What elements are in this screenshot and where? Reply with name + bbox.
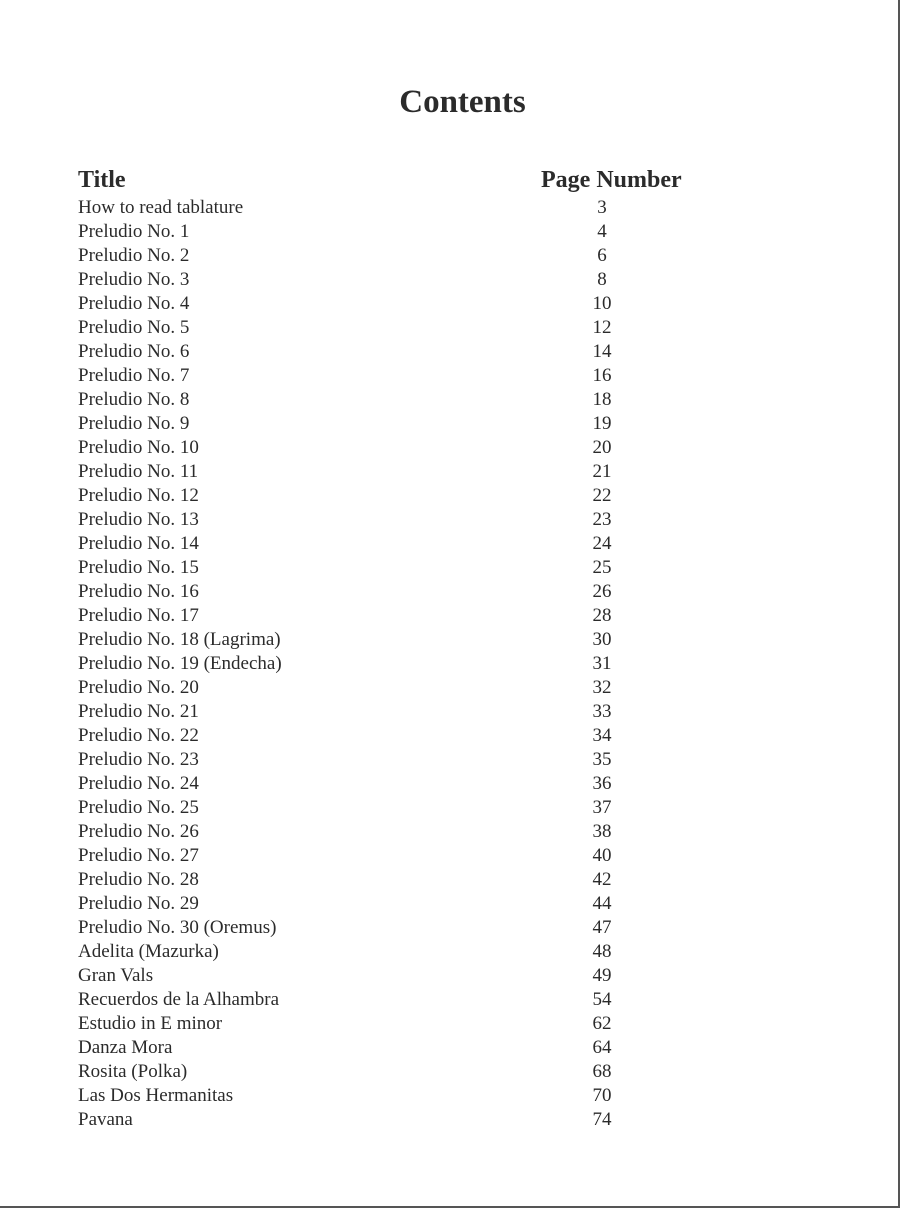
- toc-entry-page-number: 20: [592, 437, 612, 458]
- toc-entry: [78, 388, 818, 412]
- toc-entry: [78, 892, 818, 916]
- toc-entry-page-number: 74: [592, 1109, 612, 1130]
- toc-entry: [78, 916, 818, 940]
- toc-entry-page-number: 49: [592, 965, 612, 986]
- toc-entry: [78, 364, 818, 388]
- toc-entry: [78, 1036, 818, 1060]
- toc-entry-title: Preludio No. 25: [78, 797, 199, 818]
- toc-entry-title: Preludio No. 21: [78, 701, 199, 722]
- toc-entry: [78, 460, 818, 484]
- toc-entry: [78, 676, 818, 700]
- toc-entry: [78, 1084, 818, 1108]
- toc-entry-title: Preludio No. 17: [78, 605, 199, 626]
- toc-entry-page-number: 12: [592, 317, 612, 338]
- toc-entry-title: Preludio No. 5: [78, 317, 190, 338]
- toc-entry-title: Preludio No. 6: [78, 341, 190, 362]
- toc-entry: [78, 316, 818, 340]
- toc-entry-title: Estudio in E minor: [78, 1013, 223, 1034]
- toc-entry-page-number: 62: [592, 1013, 612, 1034]
- toc-entry: [78, 820, 818, 844]
- toc-entry-title: Preludio No. 4: [78, 293, 190, 314]
- toc-entry-page-number: 42: [592, 869, 612, 890]
- toc-entry-title: Preludio No. 3: [78, 269, 190, 290]
- toc-entry-page-number: 4: [597, 221, 607, 242]
- toc-entry-page-number: 28: [592, 605, 612, 626]
- toc-entry-page-number: 25: [592, 557, 612, 578]
- toc-entry-page-number: 54: [592, 989, 612, 1010]
- toc-entry-title: Preludio No. 24: [78, 773, 199, 794]
- toc-entry-title: Preludio No. 16: [78, 581, 199, 602]
- toc-entry-title: Preludio No. 18 (Lagrima): [78, 629, 281, 650]
- toc-entry: [78, 748, 818, 772]
- toc-entry-title: Preludio No. 26: [78, 821, 199, 842]
- toc-entry: [78, 556, 818, 580]
- toc-entry: [78, 340, 818, 364]
- toc-entry: [78, 796, 818, 820]
- title-column-header: Title: [78, 167, 126, 193]
- page-title: Contents: [399, 84, 526, 120]
- toc-entry: [78, 220, 818, 244]
- toc-entry-page-number: 3: [597, 197, 607, 218]
- page-number-column-header: Page Number: [541, 167, 682, 193]
- toc-entry: [78, 988, 818, 1012]
- toc-entry-title: Preludio No. 12: [78, 485, 199, 506]
- toc-entry-page-number: 30: [592, 629, 612, 650]
- toc-entry-title: Preludio No. 8: [78, 389, 190, 410]
- toc-entry: [78, 508, 818, 532]
- toc-entry-page-number: 23: [592, 509, 612, 530]
- toc-entry-page-number: 70: [592, 1085, 612, 1106]
- toc-entry-title: Preludio No. 30 (Oremus): [78, 917, 277, 938]
- toc-entry: [78, 1012, 818, 1036]
- toc-entry-page-number: 8: [597, 269, 607, 290]
- toc-entry-title: Rosita (Polka): [78, 1061, 188, 1082]
- toc-entry: [78, 292, 818, 316]
- toc-entry: [78, 868, 818, 892]
- toc-entry-title: How to read tablature: [78, 197, 244, 218]
- toc-entry-title: Preludio No. 10: [78, 437, 199, 458]
- toc-entry: [78, 700, 818, 724]
- toc-entry-title: Preludio No. 15: [78, 557, 199, 578]
- toc-entry: [78, 1108, 818, 1132]
- toc-entry-page-number: 26: [592, 581, 612, 602]
- toc-entry-title: Preludio No. 11: [78, 461, 199, 482]
- toc-entry-title: Preludio No. 1: [78, 221, 190, 242]
- toc-entry: [78, 580, 818, 604]
- toc-entry: [78, 196, 818, 220]
- toc-entry-title: Preludio No. 28: [78, 869, 199, 890]
- toc-entry-title: Preludio No. 29: [78, 893, 199, 914]
- toc-entry: [78, 1060, 818, 1084]
- toc-entry-title: Pavana: [78, 1109, 133, 1130]
- toc-entry-title: Preludio No. 7: [78, 365, 190, 386]
- toc-entry-title: Gran Vals: [78, 965, 154, 986]
- toc-entry-title: Preludio No. 22: [78, 725, 199, 746]
- toc-entry-title: Preludio No. 19 (Endecha): [78, 653, 282, 674]
- toc-entry: [78, 724, 818, 748]
- toc-entry-title: Danza Mora: [78, 1037, 173, 1058]
- toc-entry-page-number: 40: [592, 845, 612, 866]
- toc-entry: [78, 844, 818, 868]
- toc-entry-page-number: 64: [592, 1037, 612, 1058]
- toc-entry-title: Preludio No. 13: [78, 509, 199, 530]
- toc-entry-page-number: 33: [592, 701, 612, 722]
- toc-entry-title: Preludio No. 2: [78, 245, 190, 266]
- toc-entry-title: Las Dos Hermanitas: [78, 1085, 234, 1106]
- toc-entry-page-number: 34: [592, 725, 612, 746]
- toc-entry-page-number: 14: [592, 341, 612, 362]
- toc-entry-title: Preludio No. 23: [78, 749, 199, 770]
- toc-entry-page-number: 68: [592, 1061, 612, 1082]
- toc-list: [78, 196, 818, 1132]
- toc-entry-title: Preludio No. 9: [78, 413, 190, 434]
- toc-entry: [78, 772, 818, 796]
- toc-entry-page-number: 24: [592, 533, 612, 554]
- toc-entry-title: Preludio No. 20: [78, 677, 199, 698]
- toc-entry: [78, 268, 818, 292]
- toc-entry-title: Preludio No. 27: [78, 845, 199, 866]
- toc-entry-page-number: 31: [592, 653, 612, 674]
- toc-entry: [78, 244, 818, 268]
- toc-entry-page-number: 18: [592, 389, 612, 410]
- toc-entry: [78, 628, 818, 652]
- toc-entry: [78, 604, 818, 628]
- toc-entry-page-number: 32: [592, 677, 612, 698]
- toc-entry-page-number: 10: [592, 293, 612, 314]
- toc-entry: [78, 940, 818, 964]
- toc-entry-page-number: 38: [592, 821, 612, 842]
- toc-entry-page-number: 6: [597, 245, 607, 266]
- toc-entry-page-number: 48: [592, 941, 612, 962]
- toc-entry: [78, 484, 818, 508]
- toc-entry-title: Adelita (Mazurka): [78, 941, 219, 962]
- toc-entry-title: Preludio No. 14: [78, 533, 199, 554]
- toc-entry: [78, 436, 818, 460]
- toc-entry-title: Recuerdos de la Alhambra: [78, 989, 280, 1010]
- toc-entry-page-number: 37: [592, 797, 612, 818]
- toc-entry-page-number: 22: [592, 485, 612, 506]
- toc-entry: [78, 964, 818, 988]
- toc-entry: [78, 652, 818, 676]
- toc-entry-page-number: 35: [592, 749, 612, 770]
- toc-entry: [78, 412, 818, 436]
- toc-entry-page-number: 47: [592, 917, 612, 938]
- toc-entry-page-number: 44: [592, 893, 612, 914]
- toc-entry-page-number: 19: [592, 413, 612, 434]
- toc-column-headers: [78, 164, 818, 196]
- toc-entry-page-number: 36: [592, 773, 612, 794]
- toc-entry-page-number: 16: [592, 365, 612, 386]
- toc-entry: [78, 532, 818, 556]
- toc-entry-page-number: 21: [592, 461, 612, 482]
